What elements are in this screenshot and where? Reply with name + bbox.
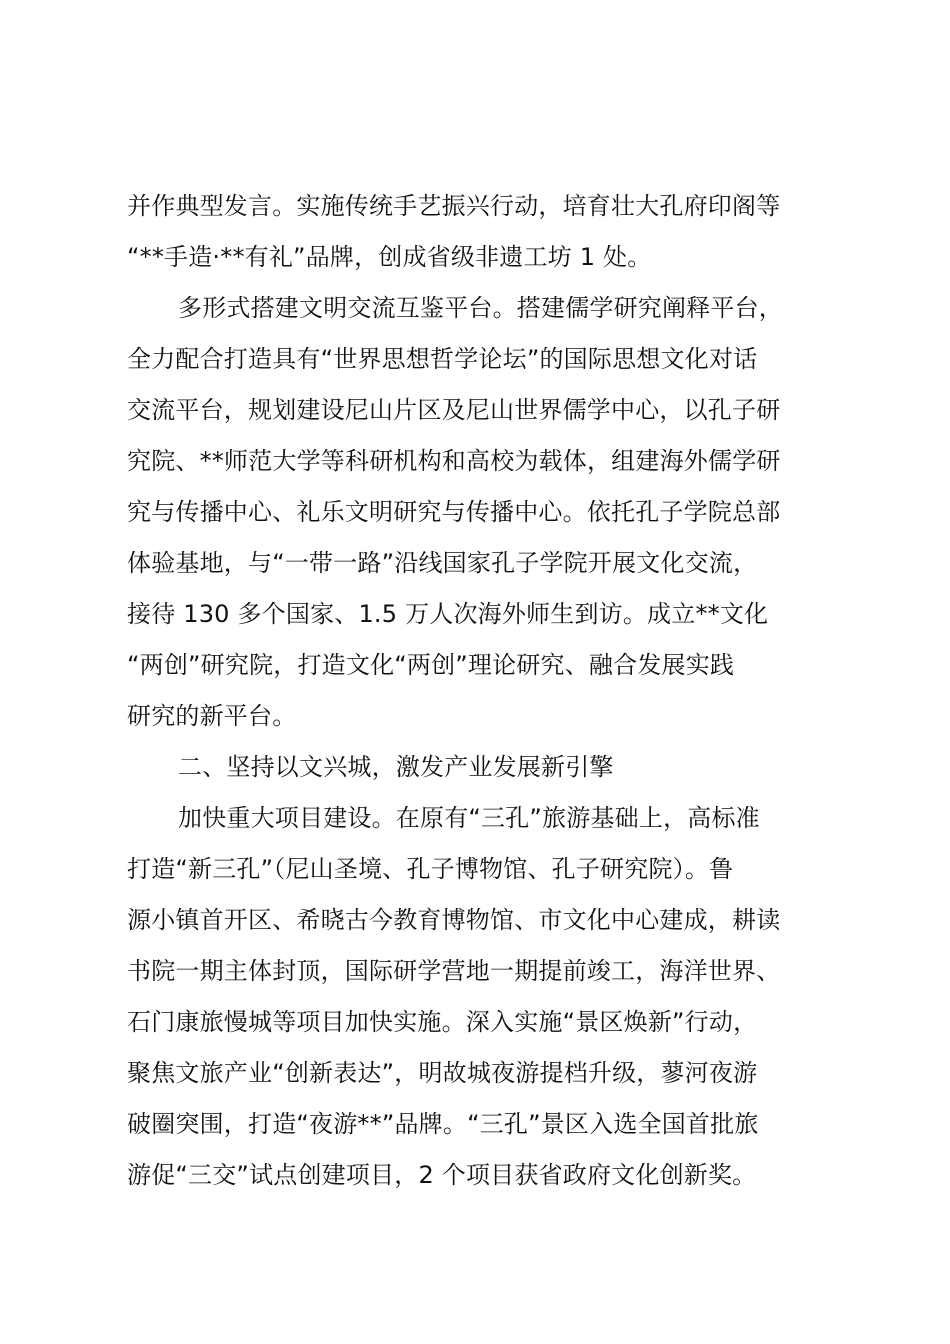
paragraph-line: 聚焦文旅产业“创新表达”，明故城夜游提档升级，蓼河夜游: [127, 1059, 758, 1087]
paragraph-line: 游促“三交”试点创建项目，2 个项目获省政府文化创新奖。: [127, 1161, 757, 1189]
paragraph-line: 破圈突围，打造“夜游**”品牌。“三孔”景区入选全国首批旅: [127, 1110, 759, 1138]
paragraph-line: 究院、**师范大学等科研机构和高校为载体，组建海外儒学研: [127, 447, 781, 475]
paragraph-line: 研究的新平台。: [127, 702, 297, 730]
paragraph-line: “**手造·**有礼”品牌，创成省级非遗工坊 1 处。: [127, 243, 652, 271]
paragraph-line: 交流平台，规划建设尼山片区及尼山世界儒学中心，以孔子研: [127, 396, 781, 424]
section-heading: 二、坚持以文兴城，激发产业发展新引擎: [178, 753, 614, 781]
paragraph-line: 加快重大项目建设。在原有“三孔”旅游基础上，高标准: [178, 804, 760, 832]
paragraph-line: 并作典型发言。实施传统手艺振兴行动，培育壮大孔府印阁等: [127, 192, 781, 220]
paragraph-line: 究与传播中心、礼乐文明研究与传播中心。依托孔子学院总部: [127, 498, 781, 526]
paragraph-line: 打造“新三孔”（尼山圣境、孔子博物馆、孔子研究院）。鲁: [127, 855, 734, 883]
paragraph-line: 接待 130 多个国家、1.5 万人次海外师生到访。成立**文化: [127, 600, 769, 628]
paragraph-line: 多形式搭建文明交流互鉴平台。搭建儒学研究阐释平台，: [178, 294, 783, 322]
paragraph-line: “两创”研究院，打造文化“两创”理论研究、融合发展实践: [127, 651, 735, 679]
paragraph-line: 源小镇首开区、希晓古今教育博物馆、市文化中心建成，耕读: [127, 906, 781, 934]
paragraph-line: 体验基地，与“一带一路”沿线国家孔子学院开展文化交流，: [127, 549, 758, 577]
paragraph-line: 石门康旅慢城等项目加快实施。深入实施“景区焕新”行动，: [127, 1008, 758, 1036]
paragraph-line: 全力配合打造具有“世界思想哲学论坛”的国际思想文化对话: [127, 345, 758, 373]
paragraph-line: 书院一期主体封顶，国际研学营地一期提前竣工，海洋世界、: [127, 957, 781, 985]
